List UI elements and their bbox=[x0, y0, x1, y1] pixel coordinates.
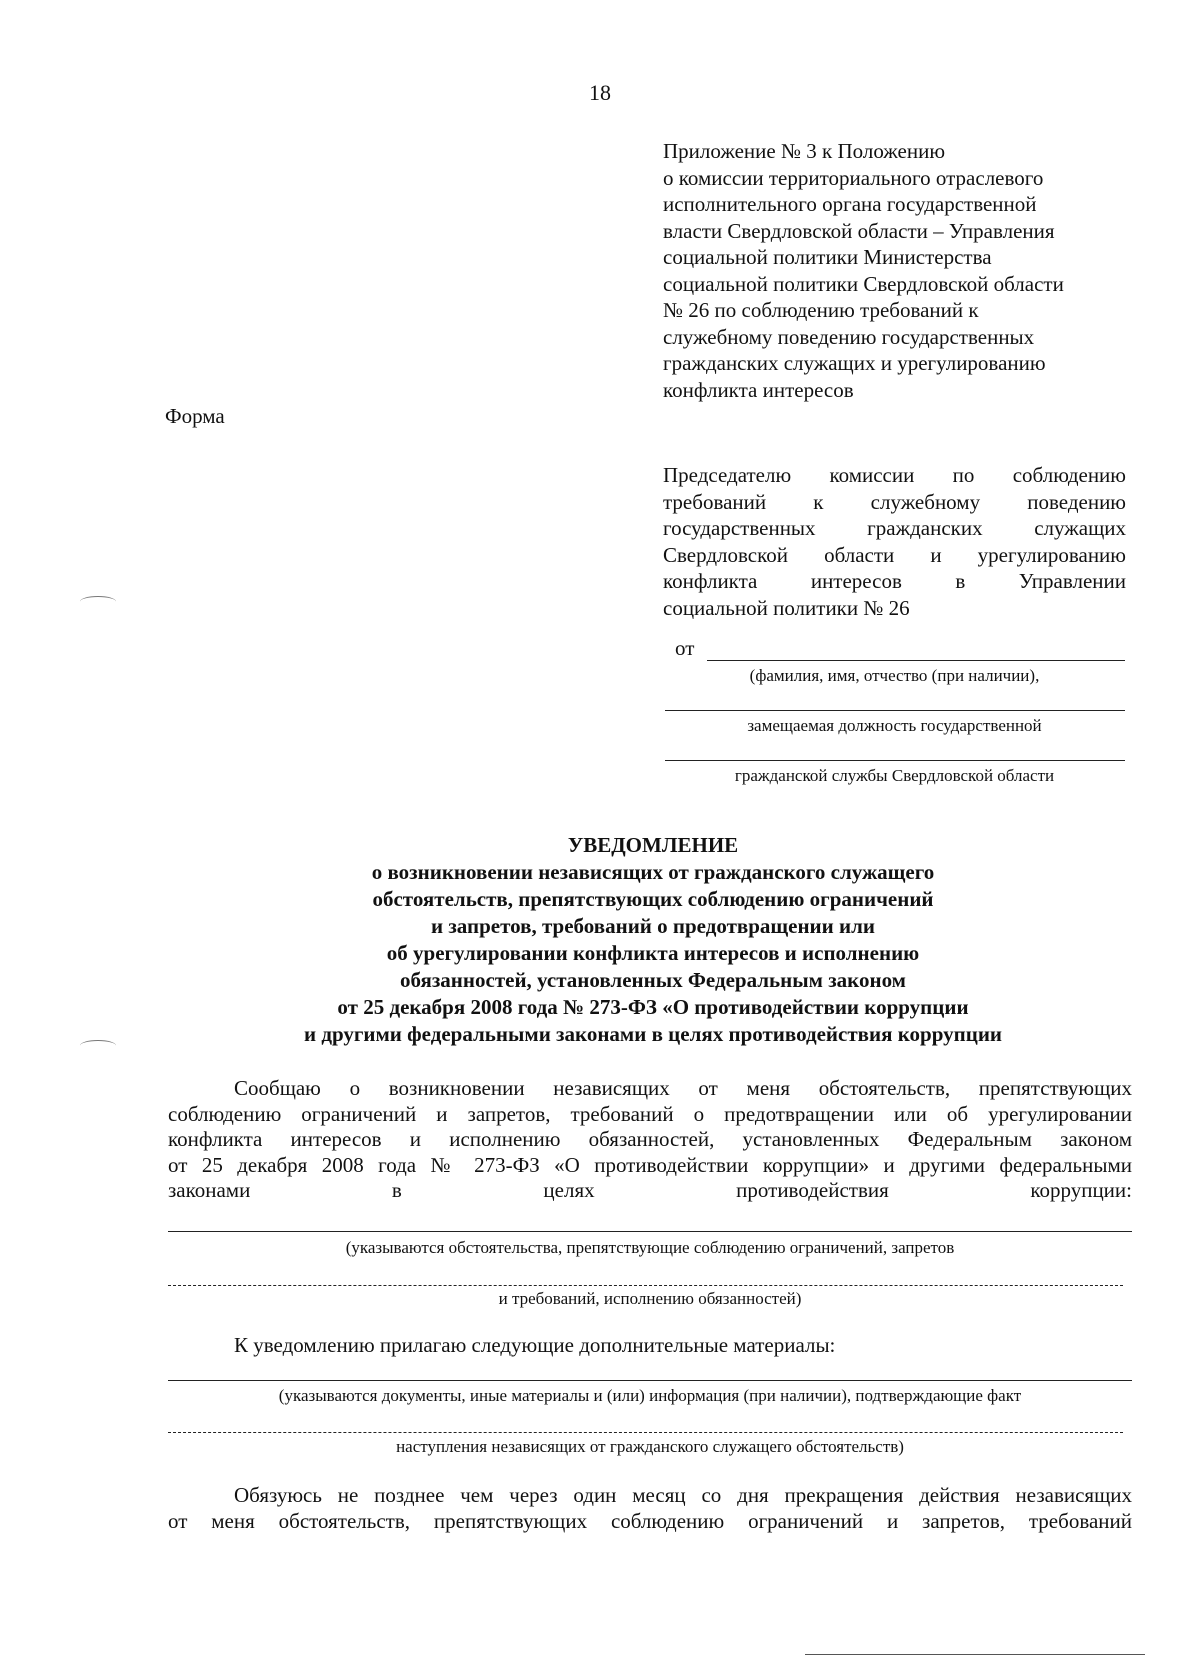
addressee-line: Свердловской области и урегулированию bbox=[663, 542, 1126, 567]
notice-subtitle-line: от 25 декабря 2008 года № 273-ФЗ «О противодействии коррупции bbox=[337, 995, 969, 1019]
addressee-line: Председателю комиссии по соблюдению bbox=[663, 463, 1126, 487]
annex-line: № 26 по соблюдению требований к bbox=[663, 298, 979, 322]
materials-line-2[interactable] bbox=[168, 1432, 1123, 1433]
notice-subtitle-line: об урегулировании конфликта интересов и исполнению bbox=[386, 941, 920, 965]
notice-title bbox=[160, 832, 1146, 1048]
notice-subtitle-line: обстоятельств, препятствующих соблюдению ограничений bbox=[372, 887, 934, 911]
annex-line: власти Свердловской области – Управления bbox=[663, 218, 1055, 243]
notice-subtitle-line: о возникновении независящих от гражданского служащего bbox=[371, 860, 935, 884]
addressee-line: конфликта интересов в Управлении bbox=[663, 569, 1126, 593]
addressee-line: требований к служебному поведению bbox=[663, 489, 1126, 514]
annex-line: служебному поведению государственных bbox=[663, 324, 1035, 349]
caption-materials: (указываются документы, иные материалы и (или) информация (при наличии), подтверждающие факт bbox=[278, 1386, 1022, 1405]
paragraph-line: от меня обстоятельств, препятствующих соблюдению ограничений и запретов, требований bbox=[168, 1508, 1132, 1533]
annex-line: о комиссии территориального отраслевого bbox=[663, 165, 1044, 190]
addressee-block bbox=[663, 462, 1126, 621]
applicant-position-line[interactable] bbox=[665, 710, 1125, 711]
caption-position: замещаемая должность государственной bbox=[747, 716, 1042, 735]
addressee-line: социальной политики № 26 bbox=[663, 595, 910, 620]
from-label: от bbox=[675, 636, 695, 660]
annex-line: конфликта интересов bbox=[663, 377, 854, 402]
notice-subtitle-line: и другими федеральными законами в целях противодействия коррупции bbox=[303, 1022, 1003, 1046]
caption-occurrence: наступления независящих от гражданского служащего обстоятельств) bbox=[396, 1437, 904, 1456]
circumstances-line-1[interactable] bbox=[168, 1231, 1132, 1232]
body-paragraph-2: К уведомлению прилагаю следующие дополнительные материалы: bbox=[234, 1333, 836, 1357]
annex-line: Приложение № 3 к Положению bbox=[663, 139, 946, 163]
annex-line: гражданских служащих и урегулированию bbox=[663, 351, 1046, 375]
caption-service: гражданской службы Свердловской области bbox=[734, 766, 1055, 785]
notice-heading: УВЕДОМЛЕНИЕ bbox=[567, 833, 739, 857]
applicant-service-line[interactable] bbox=[665, 760, 1125, 761]
annex-reference bbox=[663, 138, 1133, 403]
caption-name: (фамилия, имя, отчество (при наличии), bbox=[749, 666, 1040, 685]
margin-mark bbox=[80, 596, 116, 607]
body-paragraph-3 bbox=[168, 1483, 1132, 1534]
addressee-line: государственных гражданских служащих bbox=[663, 516, 1126, 540]
form-label: Форма bbox=[165, 404, 225, 428]
paragraph-line: Обязуюсь не позднее чем через один месяц со дня прекращения действия независящих bbox=[234, 1483, 1132, 1507]
caption-circumstances: (указываются обстоятельства, препятствующие соблюдению ограничений, запретов bbox=[345, 1238, 955, 1257]
circumstances-line-2[interactable] bbox=[168, 1285, 1123, 1286]
page-number: 18 bbox=[589, 80, 611, 105]
margin-mark bbox=[80, 1040, 116, 1051]
materials-line-1[interactable] bbox=[168, 1380, 1132, 1381]
applicant-name-line[interactable] bbox=[707, 660, 1125, 661]
caption-requirements: и требований, исполнению обязанностей) bbox=[498, 1289, 802, 1308]
footer-separator bbox=[805, 1654, 1145, 1655]
paragraph-line: конфликта интересов и исполнению обязанностей, установленных Федеральным законом bbox=[168, 1127, 1132, 1151]
annex-line: социальной политики Министерства bbox=[663, 245, 992, 269]
annex-line: исполнительного органа государственной bbox=[663, 192, 1037, 216]
paragraph-line: от 25 декабря 2008 года № 273-ФЗ «О противодействии коррупции» и другими федеральными bbox=[168, 1152, 1132, 1177]
notice-subtitle-line: обязанностей, установленных Федеральным законом bbox=[400, 968, 906, 992]
paragraph-line: законами в целях противодействия коррупции: bbox=[168, 1178, 1132, 1202]
body-paragraph-1 bbox=[168, 1076, 1132, 1204]
paragraph-line: соблюдению ограничений и запретов, требований о предотвращении или об урегулировании bbox=[168, 1101, 1132, 1126]
annex-line: социальной политики Свердловской области bbox=[663, 271, 1064, 296]
notice-subtitle-line: и запретов, требований о предотвращении или bbox=[431, 914, 875, 938]
paragraph-line: Сообщаю о возникновении независящих от меня обстоятельств, препятствующих bbox=[234, 1076, 1132, 1100]
